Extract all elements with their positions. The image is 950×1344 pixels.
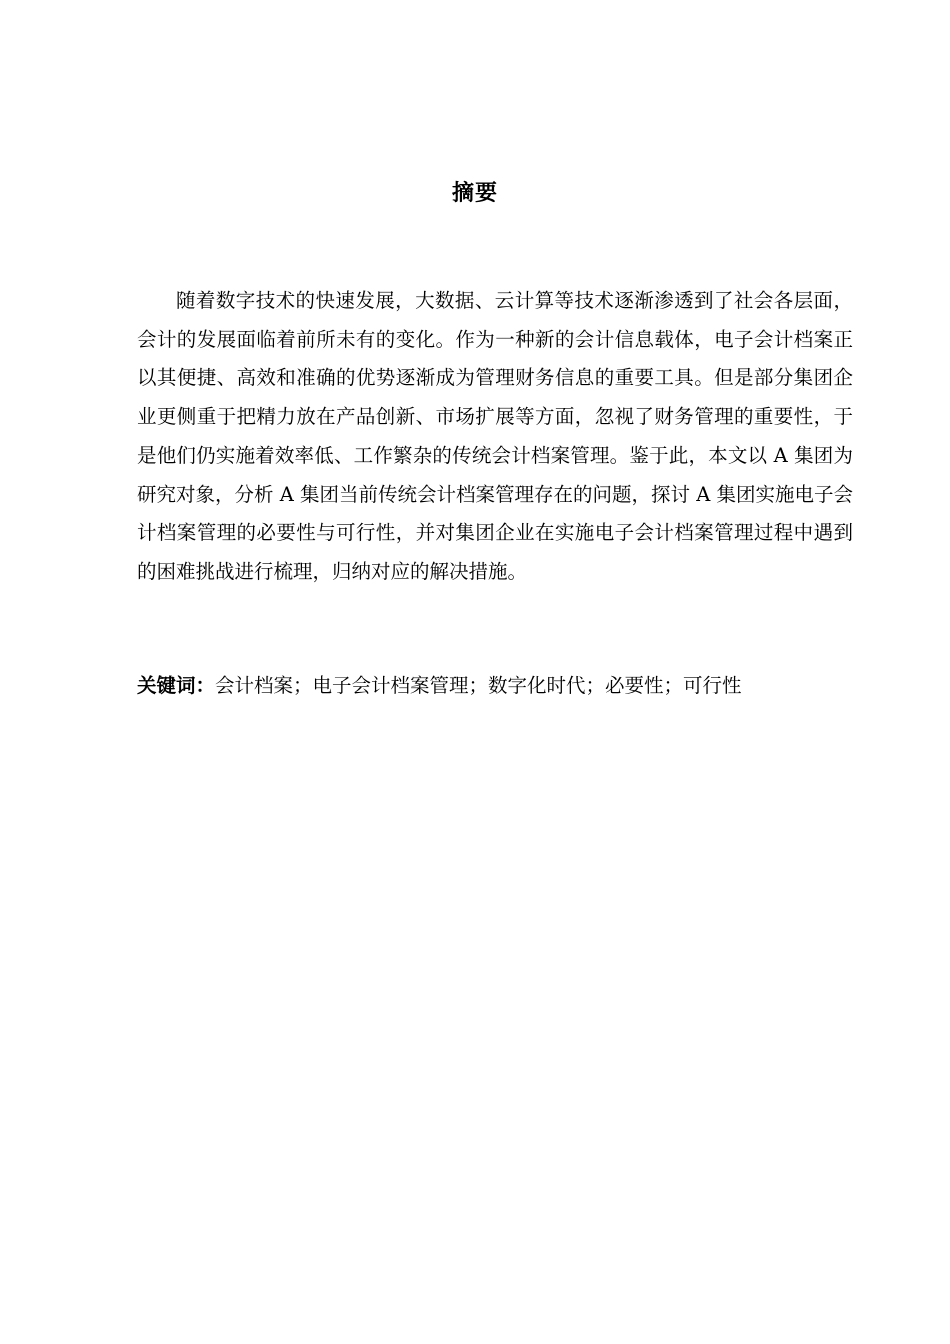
- keywords-line: [137, 667, 853, 705]
- abstract-title: 摘要: [451, 181, 498, 206]
- keywords-label: 关键词：: [137, 674, 216, 697]
- keywords-list: 会计档案；电子会计档案管理；数字化时代；必要性；可行性: [215, 674, 742, 697]
- abstract-paragraph: 随着数字技术的快速发展，大数据、云计算等技术逐渐渗透到了社会各层面，会计的发展面临着前所未有的变化。作为一种新的会计信息载体，电子会计档案正以其便捷、高效和准确的优势逐渐成为管理财务信息的重要工具。但是部分集团企业更侧重于把精力放在产品创新、市场扩展等方面，忽视了财务管理的重要性，于是他们仍实施着效率低、工作繁杂的传统会计档案管理。鉴于此，本文以 A 集团为研究对象，分析 A 集团当前传统会计档案管理存在的问题，探讨 A 集团实施电子会计档案管理的必要性与可行性，并对集团企业在实施电子会计档案管理过程中遇到的困难挑战进行梳理，归纳对应的解决措施。: [137, 289, 853, 583]
